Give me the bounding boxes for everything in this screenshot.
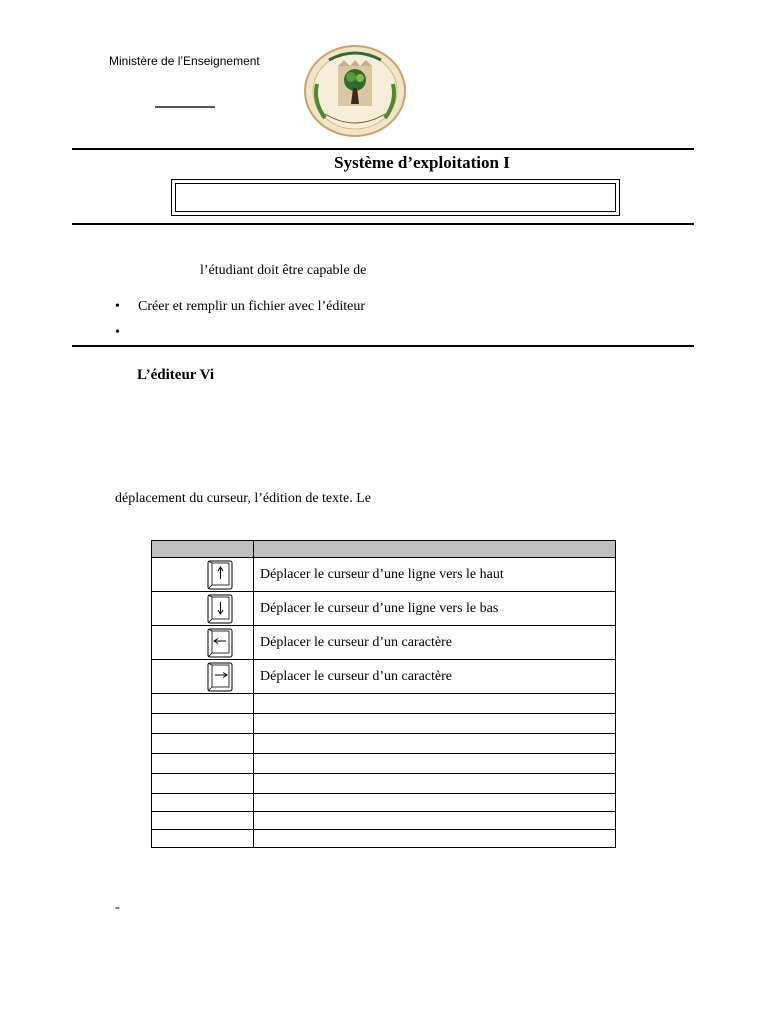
key-description: Déplacer le curseur d’un caractère [254, 660, 616, 694]
key-cell [152, 592, 254, 626]
ministry-name: Ministère de l’Enseignement [109, 54, 260, 68]
table-header-cell [152, 541, 254, 558]
table-cell [254, 774, 616, 794]
key-cell [152, 660, 254, 694]
course-title: Système d’exploitation I [334, 153, 510, 172]
table-row [152, 830, 616, 848]
objectives-intro: l’étudiant doit être capable de [200, 263, 367, 278]
title-top-rule [72, 148, 694, 150]
table-header-row [152, 541, 616, 558]
title-frame-inner [175, 183, 616, 212]
key-description: Déplacer le curseur d’une ligne vers le bas [254, 592, 616, 626]
table-cell [152, 734, 254, 754]
table-cell [254, 830, 616, 848]
objectives-bottom-rule [72, 345, 694, 347]
table-cell [254, 714, 616, 734]
bullet-marker: • [115, 299, 120, 314]
table-row [152, 774, 616, 794]
table-cell [152, 830, 254, 848]
table-header-cell [254, 541, 616, 558]
title-bottom-rule [72, 223, 694, 225]
bullet-marker: • [115, 325, 120, 340]
key-cell [152, 558, 254, 592]
table-row [152, 694, 616, 714]
key-description: Déplacer le curseur d’une ligne vers le haut [254, 558, 616, 592]
footer-dash: - [115, 900, 120, 915]
arrow-down-key-icon [207, 594, 233, 624]
key-cell [152, 626, 254, 660]
table-cell [254, 754, 616, 774]
table-row [152, 626, 616, 660]
table-row [152, 592, 616, 626]
key-description: Déplacer le curseur d’un caractère [254, 626, 616, 660]
table-cell [254, 694, 616, 714]
table-cell [152, 754, 254, 774]
arrow-right-key-icon [207, 662, 233, 692]
table-row [152, 754, 616, 774]
table-row [152, 812, 616, 830]
table-row [152, 660, 616, 694]
arrow-left-key-icon [207, 628, 233, 658]
table-cell [254, 794, 616, 812]
table-row [152, 734, 616, 754]
table-row [152, 558, 616, 592]
objective-item: Créer et remplir un fichier avec l’éditeur [138, 299, 365, 314]
table-cell [152, 812, 254, 830]
table-cell [152, 794, 254, 812]
table-cell [152, 774, 254, 794]
table-row [152, 714, 616, 734]
table-cell [152, 714, 254, 734]
table-cell [152, 694, 254, 714]
title-frame [171, 179, 620, 216]
section-paragraph: déplacement du curseur, l’édition de texte. Le [115, 491, 371, 506]
cursor-keys-table [151, 540, 616, 848]
table-cell [254, 812, 616, 830]
section-heading: L’éditeur Vi [137, 367, 215, 383]
table-row [152, 794, 616, 812]
arrow-up-key-icon [207, 560, 233, 590]
header-short-rule [155, 106, 215, 108]
faculty-seal-logo-icon [303, 44, 407, 138]
table-cell [254, 734, 616, 754]
